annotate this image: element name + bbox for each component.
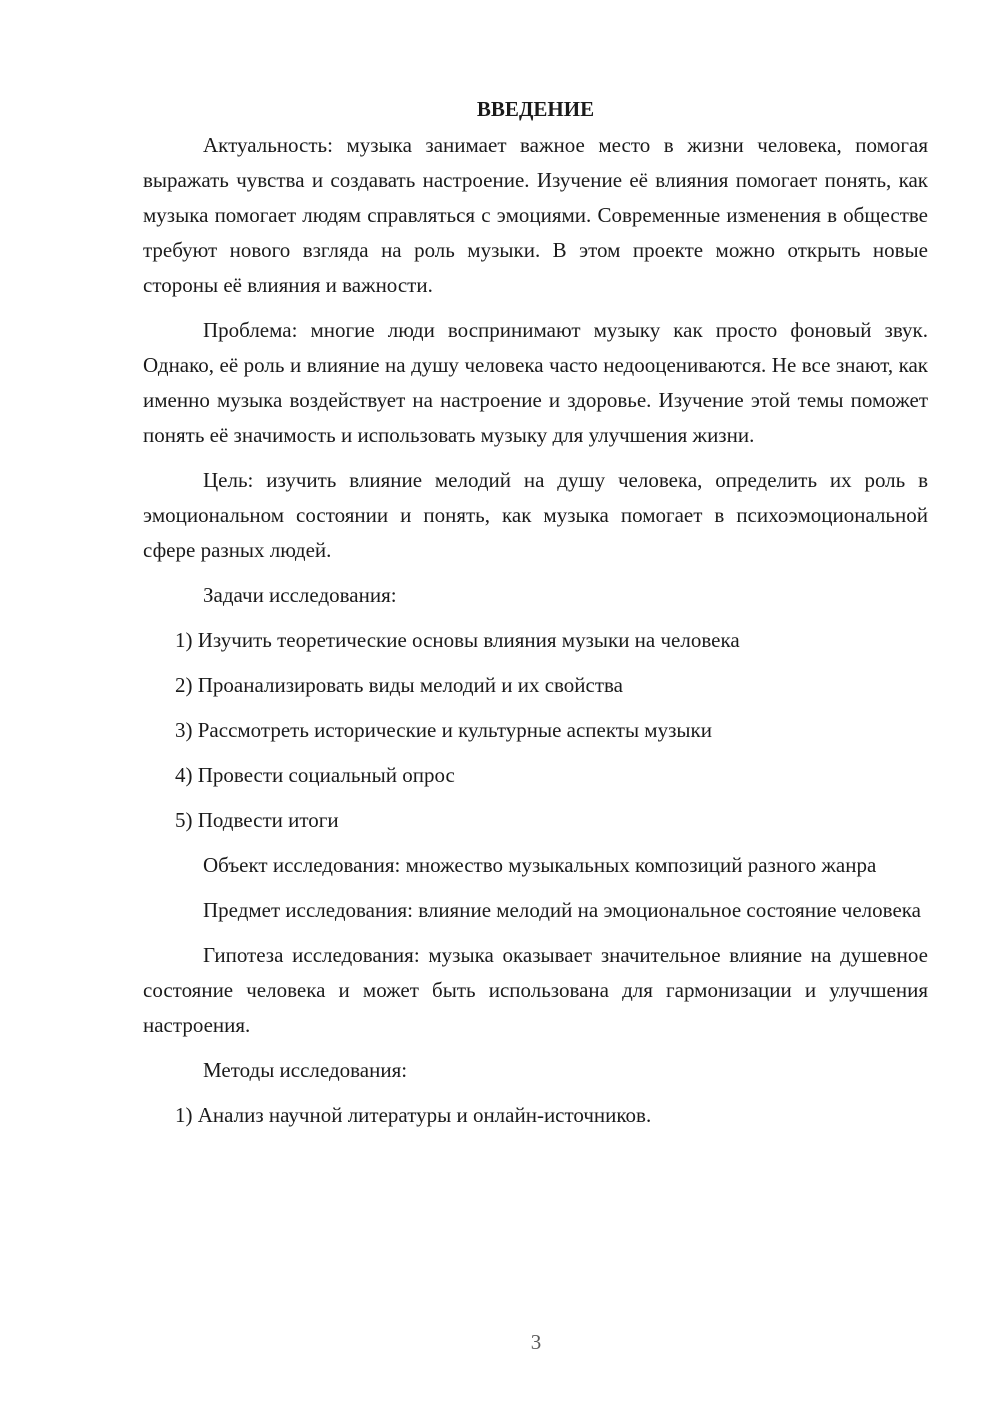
tasks-label: Задачи исследования:	[203, 583, 397, 607]
goal-paragraph: Цель: изучить влияние мелодий на душу человека, определить их роль в эмоциональном состоянии и понять, как музыка помогает в психоэмоциональной сфере разных людей.	[143, 468, 928, 562]
task-item: 4) Провести социальный опрос	[175, 763, 455, 787]
relevance-paragraph: Актуальность: музыка занимает важное место в жизни человека, помогая выражать чувства и создавать настроение. Изучение её влияния помогает понять, как музыка помогает людям справляться с эмоциями. Современные изменения в обществе требуют нового взгляда на роль музыки. В этом проекте можно открыть новые стороны её влияния и важности.	[143, 133, 928, 297]
section-heading: ВВЕДЕНИЕ	[476, 97, 595, 121]
page-number: 3	[530, 1330, 542, 1354]
task-item: 2) Проанализировать виды мелодий и их свойства	[175, 673, 624, 697]
method-item: 1) Анализ научной литературы и онлайн-источников.	[175, 1103, 652, 1127]
hypothesis-paragraph: Гипотеза исследования: музыка оказывает значительное влияние на душевное состояние человека и может быть использована для гармонизации и улучшения настроения.	[143, 943, 928, 1037]
task-item: 5) Подвести итоги	[175, 808, 339, 832]
page-content	[143, 92, 928, 1133]
object-paragraph: Объект исследования: множество музыкальных композиций разного жанра	[203, 853, 877, 877]
subject-paragraph: Предмет исследования: влияние мелодий на эмоциональное состояние человека	[203, 898, 921, 922]
task-item: 3) Рассмотреть исторические и культурные аспекты музыки	[175, 718, 712, 742]
problem-paragraph: Проблема: многие люди воспринимают музыку как просто фоновый звук. Однако, её роль и влияние на душу человека часто недооцениваются. Не все знают, как именно музыка воздействует на настроение и здоровье. Изучение этой темы поможет понять её значимость и использовать музыку для улучшения жизни.	[143, 318, 928, 447]
task-item: 1) Изучить теоретические основы влияния музыки на человека	[175, 628, 740, 652]
methods-label: Методы исследования:	[203, 1058, 408, 1082]
